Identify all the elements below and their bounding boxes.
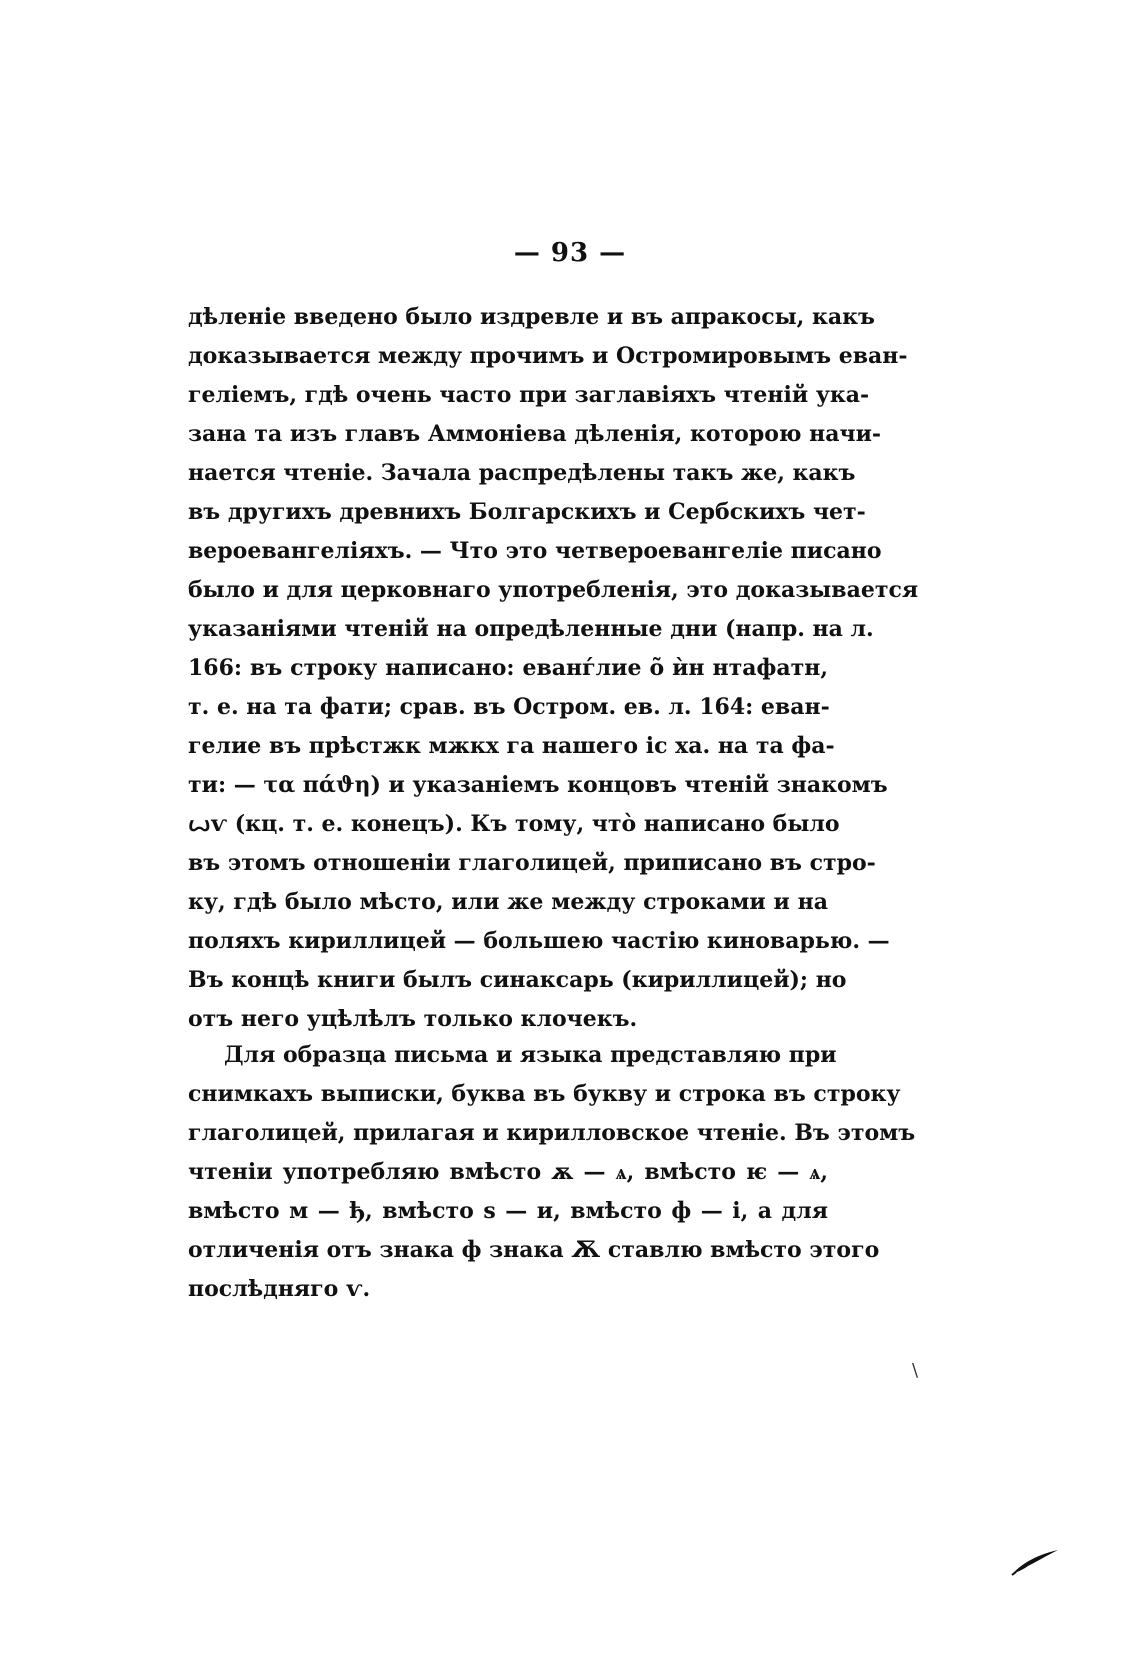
text-line: было и для церковнаго употребленія, это доказывается — [188, 577, 919, 603]
text-line: Въ концѣ книги былъ синаксарь (кириллицей); но — [188, 967, 847, 993]
paragraph-1 — [188, 298, 919, 1039]
text-line: ку, гдѣ было мѣсто, или же между строками и на — [188, 889, 828, 915]
page-number: — 93 — — [513, 238, 627, 268]
quill-ink-mark-icon — [1010, 1548, 1060, 1576]
text-line: вмѣсто м — ђ, вмѣсто ѕ — и, вмѣсто ф — і, а для — [188, 1198, 828, 1224]
text-line: отъ него уцѣлѣлъ только клочекъ. — [188, 1006, 638, 1032]
text-line: послѣдняго ѵ. — [188, 1276, 371, 1302]
text-line: нается чтеніе. Зачала распредѣлены такъ же, какъ — [188, 460, 856, 486]
text-line: 166: въ строку написано: еванѓлие о̃ ѝн нтафатн, — [188, 655, 828, 681]
text-line: въ другихъ древнихъ Болгарскихъ и Сербскихъ чет- — [188, 499, 866, 525]
text-line: т. е. на та фати; срав. въ Остром. ев. л. 164: еван- — [188, 694, 830, 720]
text-line: вероевангеліяхъ. — Что это четвероевангеліе писано — [188, 538, 882, 564]
text-line: геліемъ, гдѣ очень часто при заглавіяхъ чтеній ука- — [188, 382, 870, 408]
paragraph-2 — [188, 1036, 916, 1309]
text-line: ꙍѵ (кц. т. е. конецъ). Къ тому, что̀ написано было — [188, 811, 840, 837]
text-line: доказывается между прочимъ и Остромировымъ еван- — [188, 343, 908, 369]
text-line: снимкахъ выписки, буква въ букву и строка въ строку — [188, 1081, 901, 1107]
text-line: Для образца письма и языка представляю при — [224, 1042, 837, 1068]
text-line: дѣленіе введено было издревле и въ апракосы, какъ — [188, 304, 875, 330]
text-line: чтеніи употребляю вмѣсто ѫ — ѧ, вмѣсто ѥ — ѧ, — [188, 1159, 828, 1185]
text-line: поляхъ кириллицей — большею частію киноварью. — — [188, 928, 890, 954]
text-line: въ этомъ отношеніи глаголицей, приписано въ стро- — [188, 850, 876, 876]
text-line: ти: — τα πάϑη) и указаніемъ концовъ чтеній знакомъ — [188, 772, 888, 798]
text-line: отличенія отъ знака ф знака Ѫ ставлю вмѣсто этого — [188, 1237, 880, 1263]
text-line: гелие въ прѣстжк мжкх га нашего іс ха. на та фа- — [188, 733, 835, 759]
text-line: зана та изъ главъ Аммоніева дѣленія, которою начи- — [188, 421, 882, 447]
text-line: указаніями чтеній на опредѣленные дни (напр. на л. — [188, 616, 874, 642]
stray-ink-mark: \ — [912, 1360, 919, 1381]
text-line: глаголицей, прилагая и кирилловское чтеніе. Въ этомъ — [188, 1120, 916, 1146]
